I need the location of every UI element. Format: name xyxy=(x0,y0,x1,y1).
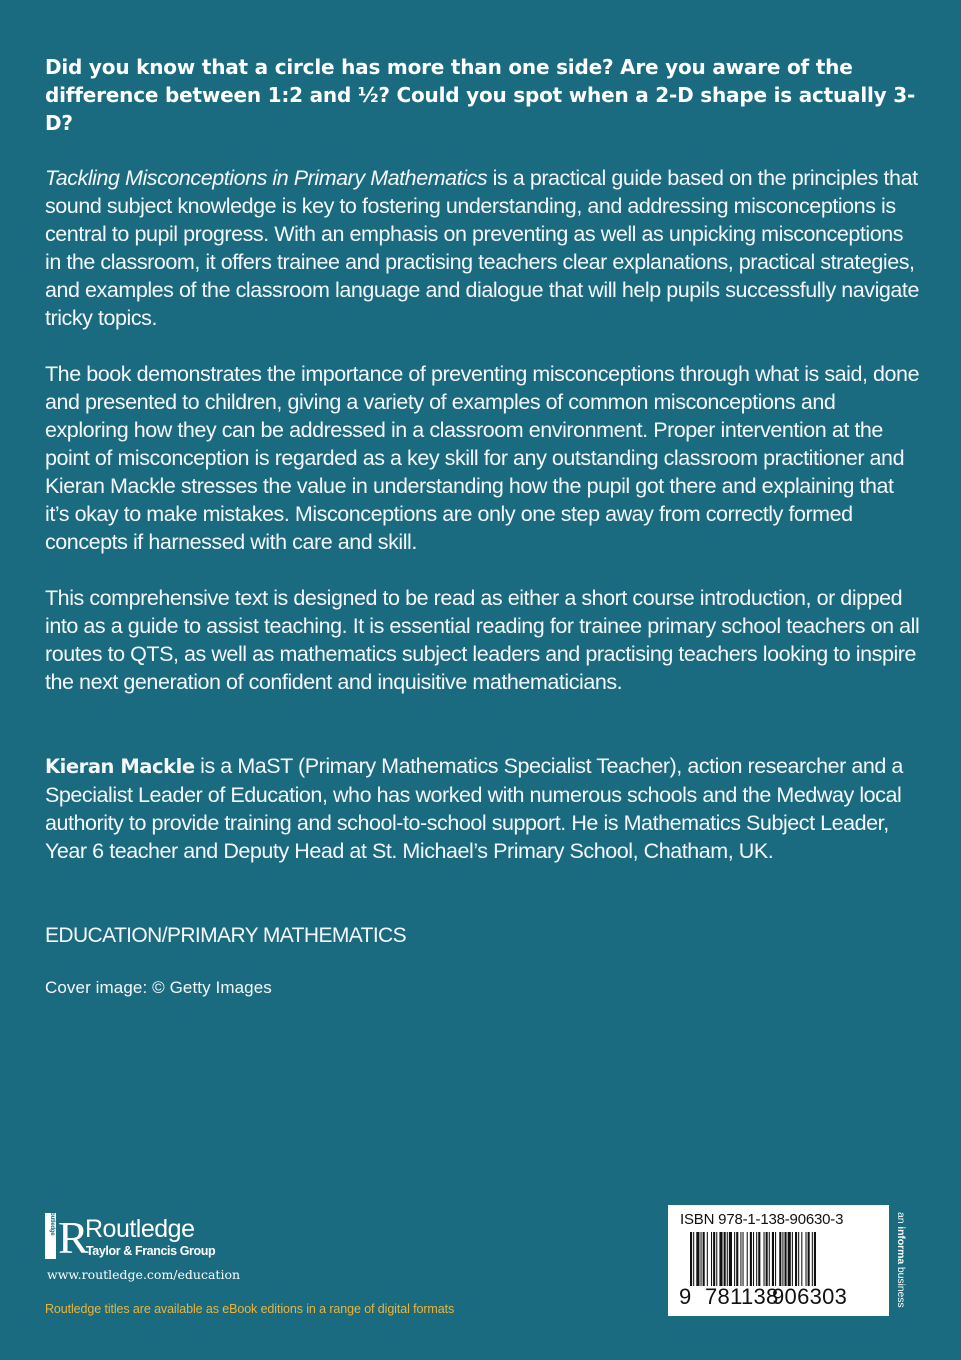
tagline-prefix: an xyxy=(895,1212,907,1227)
isbn-barcode xyxy=(668,1205,889,1316)
lead-questions: Did you know that a circle has more than one side? Are you aware of the difference between 1:2 and ½? Could you spot when a 2-D shape is actually 3-D? xyxy=(45,55,916,135)
body-paragraph-3: This comprehensive text is designed to be read as either a short course introduction, or dipped into as a guide to assist teaching. It is essential reading for trainee primary school teachers on all routes to QTS, as well as mathematics subject leaders and practising teachers looking to inspire the next generation of confident and inquisitive mathematicians. xyxy=(45,586,920,694)
publisher-name: Routledge xyxy=(85,1215,195,1243)
barcode-left-digits: 781138 xyxy=(705,1284,779,1309)
informa-tagline xyxy=(895,1212,907,1308)
subject-category: EDUCATION/PRIMARY MATHEMATICS xyxy=(45,924,407,947)
author-bio xyxy=(45,752,920,865)
tagline-suffix: business xyxy=(895,1264,907,1308)
back-cover-text xyxy=(45,53,920,893)
tagline-brand: informa xyxy=(895,1226,907,1265)
svg-text:Routledge: Routledge xyxy=(49,1208,55,1236)
isbn-number: ISBN 978-1-138-90630-3 xyxy=(680,1211,844,1228)
ebook-note: Routledge titles are available as eBook editions in a range of digital formats xyxy=(45,1302,455,1316)
publisher-website: www.routledge.com/education xyxy=(47,1267,241,1282)
intro-text: is a practical guide based on the principles that sound subject knowledge is key to fostering understanding, and addressing misconceptions is central to pupil progress. With an emphasis on preventing as well as unpicking misconceptions in the classroom, it offers trainee and practising teachers clear explanations, practical strategies, and examples of the classroom language and dialogue that will help pupils successfully navigate tricky topics. xyxy=(45,166,919,330)
routledge-r-logo-icon xyxy=(45,1208,89,1263)
intro-paragraph xyxy=(45,164,920,332)
book-title: Tackling Misconceptions in Primary Mathematics xyxy=(45,166,488,190)
routledge-logo xyxy=(45,1208,245,1265)
cover-image-credit: Cover image: © Getty Images xyxy=(45,978,272,997)
barcode-bars xyxy=(690,1232,868,1286)
body-paragraph-2: The book demonstrates the importance of preventing misconceptions through what is said, done and presented to children, giving a variety of examples of common misconceptions and exploring how they can be addressed in a classroom environment. Proper intervention at the point of misconception is regarded as a key skill for any outstanding classroom practitioner and Kieran Mackle stresses the value in understanding how the pupil got there and explaining that it’s okay to make mistakes. Misconceptions are only one step away from correctly formed concepts if harnessed with care and skill. xyxy=(45,362,920,554)
author-bio-text: is a MaST (Primary Mathematics Specialist Teacher), action researcher and a Specialist Leader of Education, who has worked with numerous schools and the Medway local authority to provide training and school-to-school support. He is Mathematics Subject Leader, Year 6 teacher and Deputy Head at St. Michael’s Primary School, Chatham, UK. xyxy=(45,754,903,863)
barcode-right-digits: 906303 xyxy=(772,1284,848,1309)
logo-letter: R xyxy=(58,1212,89,1263)
barcode-first-digit: 9 xyxy=(679,1284,692,1309)
author-name: Kieran Mackle xyxy=(45,755,195,778)
publisher-group: Taylor & Francis Group xyxy=(86,1244,216,1258)
